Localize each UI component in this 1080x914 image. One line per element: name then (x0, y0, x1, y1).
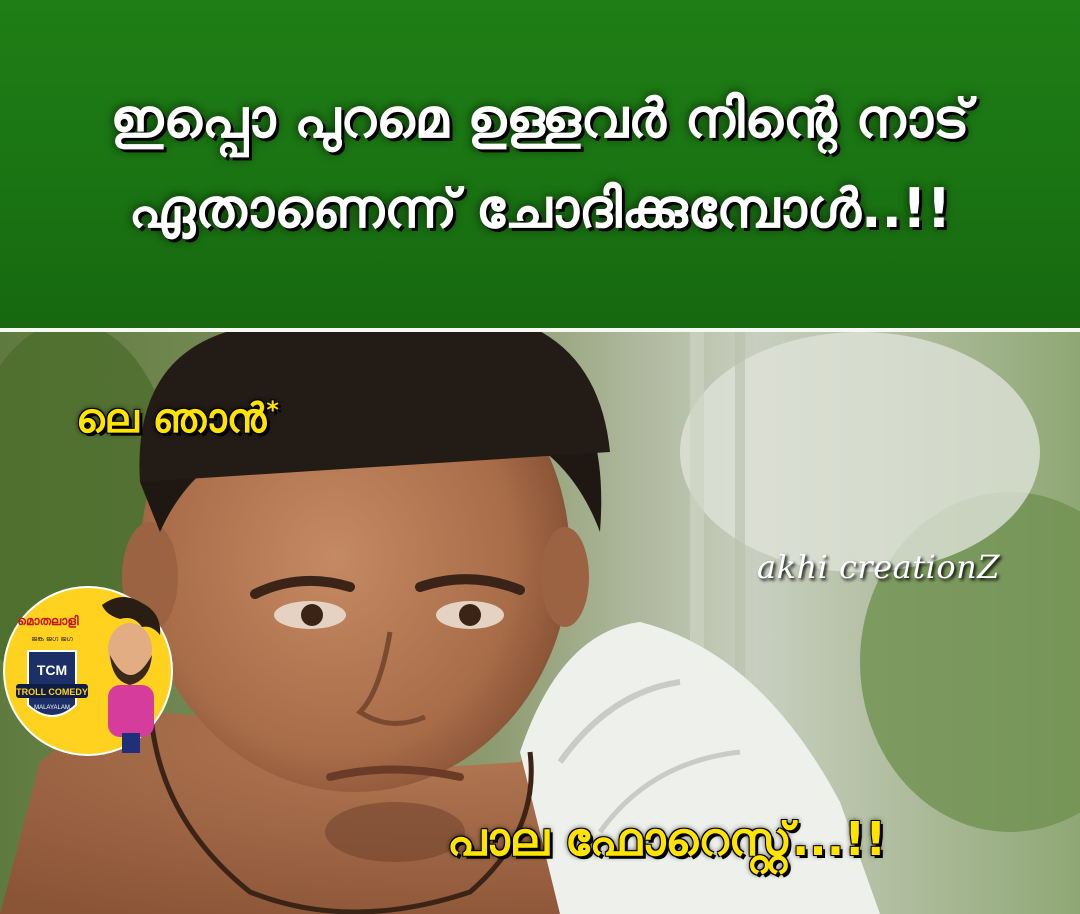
logo-sub-text: ജങ്ക ജഗ ജഗ (31, 635, 73, 643)
header-text-line1: ഇപ്പൊ പുറമെ ഉള്ളവർ നിന്റെ നാട് (110, 87, 970, 150)
logo-abbr: TCM (36, 662, 68, 678)
header-text-line2: ഏതാണെന്ന് ചോദിക്കുമ്പോൾ..!! (128, 177, 952, 240)
caption-top (76, 396, 279, 442)
caption-top-text: ലെ ഞാൻ (76, 396, 267, 442)
logo-region: MALAYALAM (34, 705, 70, 711)
tcm-troll-comedy-logo (2, 585, 174, 757)
watermark: akhi creationZ (757, 548, 1000, 586)
logo-top-text: മൊതലാളി (17, 614, 79, 628)
asterisk-mark: * (266, 396, 279, 424)
caption-bottom: പാല ഫോറെസ്റ്റ്...!! (447, 812, 887, 866)
header-banner (0, 0, 1080, 328)
logo-banner: TROLL COMEDY (16, 687, 88, 697)
